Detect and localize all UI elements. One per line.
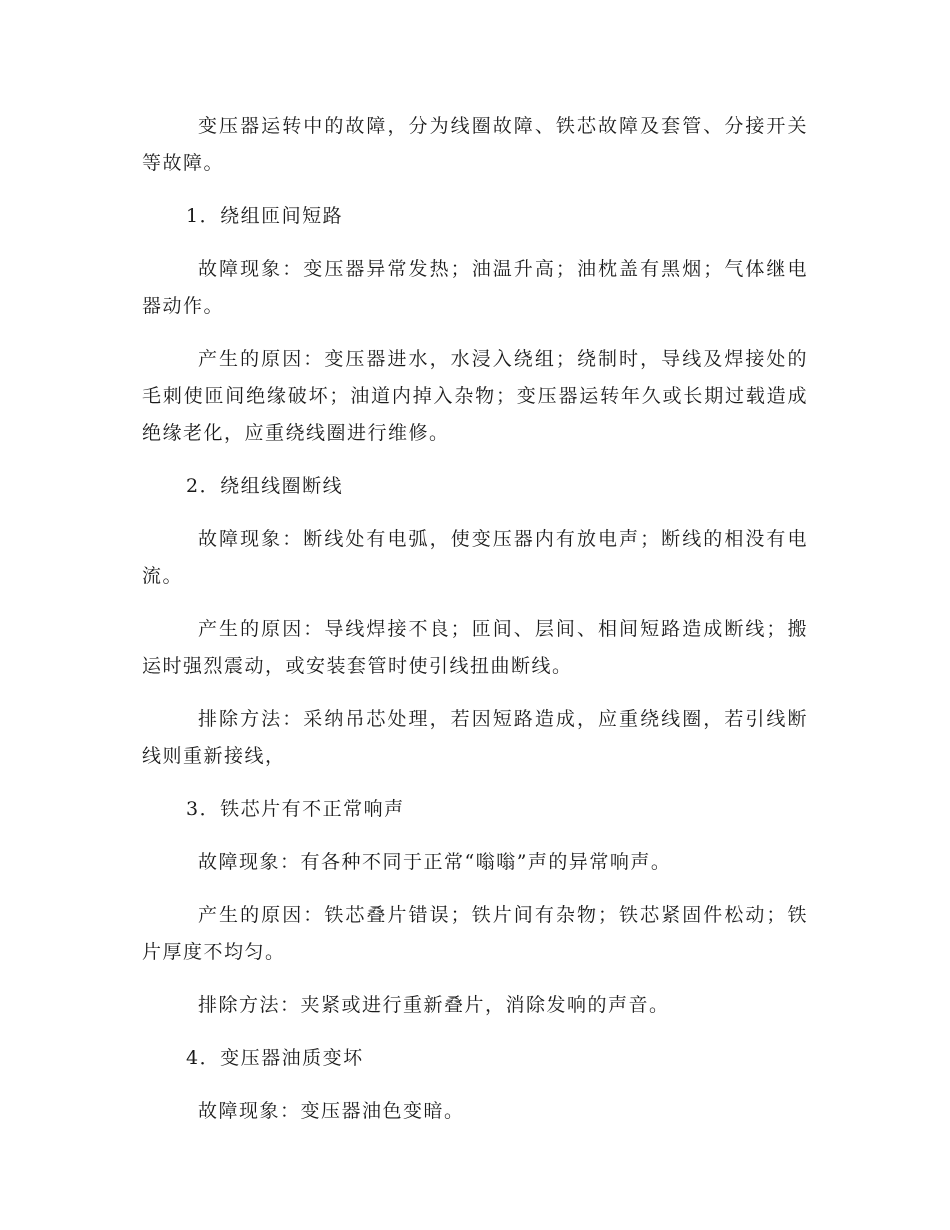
fault-remedy-paragraph: 排除方法：夹紧或进行重新叠片，消除发响的声音。 [198,994,670,1016]
section-heading-3: 3．铁芯片有不正常响声 [186,798,405,820]
fault-cause-paragraph: 产生的原因：变压器进水，水浸入绕组；绕制时，导线及焊接处的毛刺使匝间绝缘破坏；油道内掉入杂物；变压器运转年久或长期过载造成绝缘老化，应重绕线圈进行维修。 [142,348,808,444]
fault-symptom-paragraph: 故障现象：变压器异常发热；油温升高；油枕盖有黑烟；气体继电器动作。 [142,258,808,317]
fault-remedy-paragraph: 排除方法：采纳吊芯处理，若因短路造成，应重绕线圈，若引线断线则重新接线， [142,708,808,767]
fault-cause-paragraph: 产生的原因：导线焊接不良；匝间、层间、相间短路造成断线；搬运时强烈震动，或安装套管时使引线扭曲断线。 [142,618,808,677]
fault-symptom-paragraph: 故障现象：有各种不同于正常“嗡嗡”声的异常响声。 [198,851,672,873]
document-body [142,108,808,1146]
intro-paragraph: 变压器运转中的故障，分为线圈故障、铁芯故障及套管、分接开关等故障。 [142,115,808,174]
section-heading-2: 2．绕组线圈断线 [186,475,344,497]
fault-symptom-paragraph: 故障现象：断线处有电弧，使变压器内有放电声；断线的相没有电流。 [142,528,808,587]
section-heading-4: 4．变压器油质变坏 [186,1047,364,1069]
fault-symptom-paragraph: 故障现象：变压器油色变暗。 [198,1100,465,1122]
section-heading-1: 1．绕组匝间短路 [186,205,344,227]
fault-cause-paragraph: 产生的原因：铁芯叠片错误；铁片间有杂物；铁芯紧固件松动；铁片厚度不均匀。 [142,904,808,963]
